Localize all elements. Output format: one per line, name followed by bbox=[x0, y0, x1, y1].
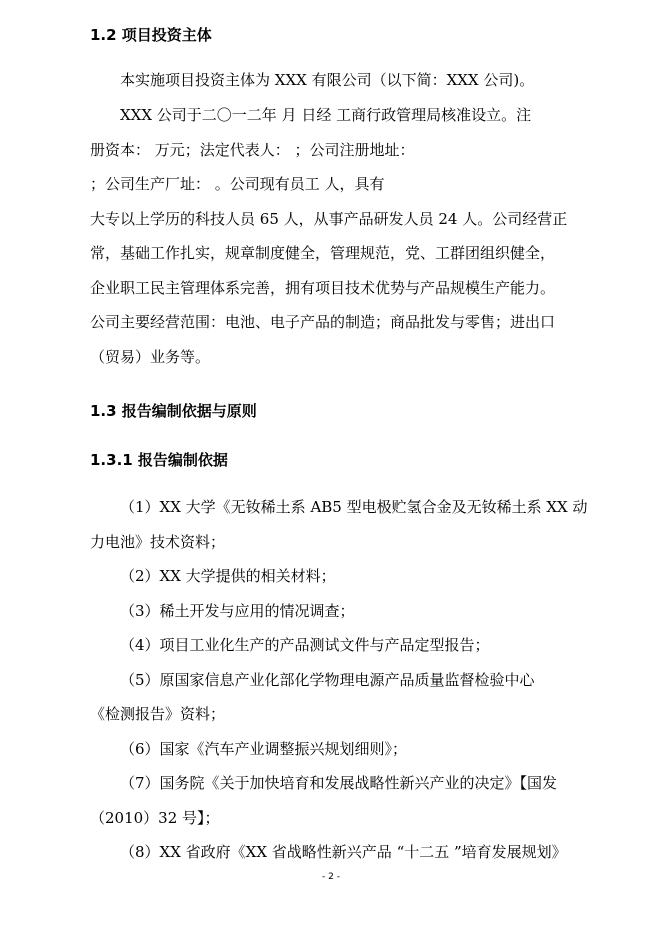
text-line: 企业职工民主管理体系完善，拥有项目技术优势与产品规模生产能力。 bbox=[90, 278, 556, 297]
list-item: （5）原国家信息产业化部化学物理电源产品质量监督检验中心 bbox=[120, 670, 535, 689]
list-item: （4）项目工业化生产的产品测试文件与产品定型报告； bbox=[120, 636, 490, 654]
list-item: （7）国务院《关于加快培育和发展战略性新兴产业的决定》【国发 bbox=[120, 774, 558, 792]
text-line: 大专以上学历的科技人员 65 人，从事产品研发人员 24 人。公司经营正 bbox=[90, 209, 568, 228]
text-line: ；公司生产厂址： 。公司现有员工 人，具有 bbox=[90, 175, 385, 193]
section-heading-1-3: 1.3 报告编制依据与原则 bbox=[90, 402, 257, 420]
text-line: 册资本： 万元；法定代表人： ；公司注册地址： bbox=[90, 140, 415, 159]
text-line: XXX 公司于二〇一二年 月 日经 工商行政管理局核准设立。注 bbox=[120, 106, 532, 124]
section-heading-1-2: 1.2 项目投资主体 bbox=[90, 26, 212, 44]
list-item: （8）XX 省政府《XX 省战略性新兴产品 “十二五 ”培育发展规划》 bbox=[120, 843, 567, 861]
text-line: 公司主要经营范围：电池、电子产品的制造；商品批发与零售；进出口 bbox=[90, 313, 556, 331]
paragraph-investor bbox=[90, 63, 578, 98]
text-line: 常，基础工作扎实，规章制度健全，管理规范，党、工群团组织健全， bbox=[90, 244, 556, 262]
section-heading-1-3-1: 1.3.1 报告编制依据 bbox=[90, 451, 228, 469]
paragraph-company-profile bbox=[90, 98, 578, 374]
text-line: 本实施项目投资主体为 XXX 有限公司（以下简：XXX 公司)。 bbox=[120, 71, 535, 89]
list-item: （1）XX 大学《无钕稀土系 AB5 型电极贮氢合金及无钕稀土系 XX 动 bbox=[120, 498, 588, 516]
list-item-continuation: 《检测报告》资料； bbox=[90, 705, 226, 723]
list-item: （3）稀土开发与应用的情况调查； bbox=[120, 601, 355, 620]
page-number: - 2 - bbox=[322, 872, 340, 882]
basis-list bbox=[90, 490, 588, 870]
text-line: （贸易）业务等。 bbox=[90, 347, 211, 366]
list-item: （6）国家《汽车产业调整振兴规划细则》； bbox=[120, 739, 408, 758]
list-item-continuation: 力电池》技术资料； bbox=[90, 532, 226, 551]
list-item: （2）XX 大学提供的相关材料； bbox=[120, 567, 336, 585]
list-item-continuation: （2010）32 号】； bbox=[90, 808, 220, 827]
